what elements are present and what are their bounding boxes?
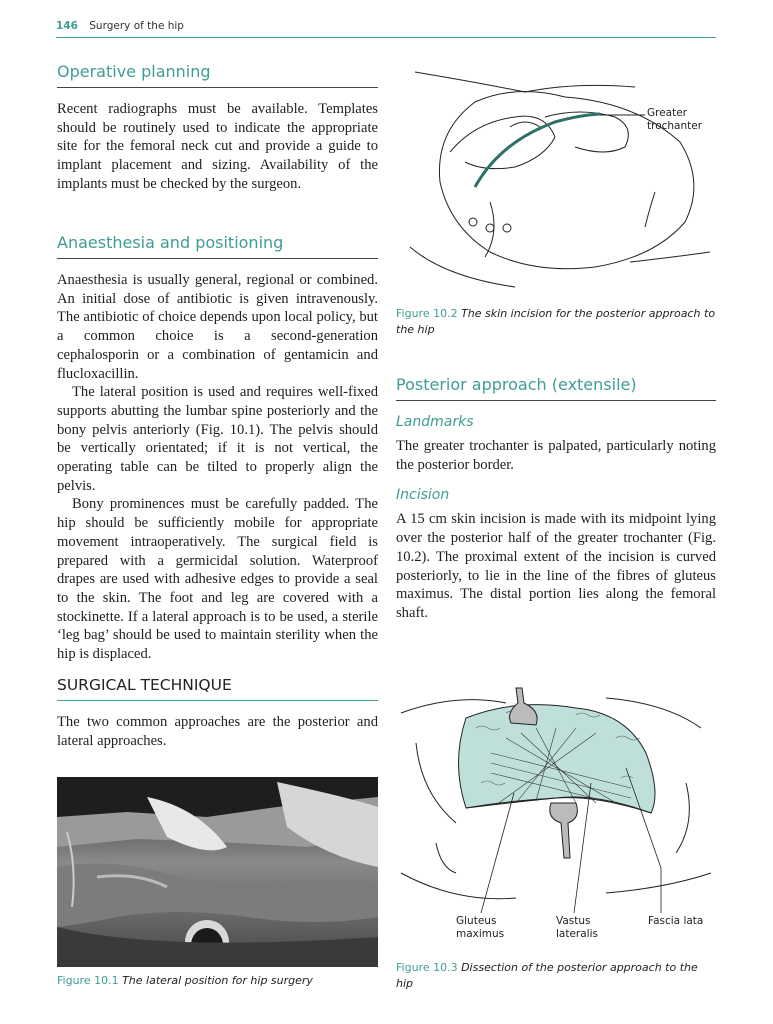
skin-incision-diagram [405,62,720,297]
heading-anaesthesia: Anaesthesia and positioning [57,233,378,259]
heading-posterior-approach: Posterior approach (extensile) [396,375,716,401]
posterior-dissection-diagram [396,683,720,948]
label-vastus-lateralis: Vastus lateralis [556,915,598,940]
section-surgical-technique [57,676,378,750]
chapter-title: Surgery of the hip [89,20,184,32]
incision-text: A 15 cm skin incision is made with its midpoint lying over the posterior half of the greater trochanter (Fig. 10.2). The proximal extent of the incision is curved posteriorly, to lie in the line of the fibres of gluteus maximus. The distal portion lies along the femoral shaft. [396,511,716,621]
figure-10-1-number: Figure 10.1 [57,974,119,987]
anaesthesia-para-1: Anaesthesia is usually general, regional or combined. An initial dose of antibiotic is given intravenously. The antibiotic of choice depends upon local policy, but a common choice is a second-generation cephalosporin or a combination of gentamicin and flucloxacillin. [57,272,378,382]
figure-10-2-drawing [405,62,720,297]
section-anaesthesia [57,233,378,664]
landmarks-text: The greater trochanter is palpated, particularly noting the posterior border. [396,438,716,473]
section-operative-planning [57,62,378,194]
lateral-position-photo-illustration [57,777,378,967]
running-head [56,20,716,38]
figure-10-3-text: Dissection of the posterior approach to the hip [396,961,698,990]
figure-10-3-caption [396,960,716,992]
label-fascia-lata: Fascia lata [648,915,704,927]
page-number: 146 [56,20,78,32]
figure-10-2-caption [396,306,716,338]
section-posterior-approach [396,375,716,623]
surgical-technique-text: The two common approaches are the posterior and lateral approaches. [57,714,378,749]
figure-10-2-text: The skin incision for the posterior approach to the hip [396,307,716,336]
figure-10-1-caption [57,973,378,989]
anaesthesia-para-2: The lateral position is used and requires well-fixed supports abutting the lumbar spine posteriorly and the bony pelvis anteriorly (Fig. 10.1). The pelvis should be vertically orientated; if it is not vertical, the operating table can be tilted to properly align the pelvis. [57,384,378,494]
heading-incision: Incision [396,487,450,504]
heading-operative-planning: Operative planning [57,62,378,88]
figure-10-1-photo [57,777,378,967]
anaesthesia-para-3: Bony prominences must be carefully padded. The hip should be sufficiently mobile for appropriate movement intraoperatively. The surgical field is prepared with a germicidal solution. Waterproof drapes are used with adhesive edges to provide a seal to the skin. The foot and leg are covered with a stockinette. If a lateral approach is to be used, a sterile ‘leg bag’ should be used to maintain sterility when the hip is displaced. [57,496,378,663]
figure-10-3-number: Figure 10.3 [396,961,458,974]
figure-10-1-text: The lateral position for hip surgery [122,974,313,987]
figure-10-3-drawing [396,683,720,948]
label-greater-trochanter: Greater trochanter [647,107,703,132]
operative-planning-text: Recent radiographs must be available. Templates should be routinely used to indicate the appropriate site for the femoral neck cut and provide a guide to implant placement and sizing. Availability of the implants must be checked by the surgeon. [57,101,378,192]
heading-surgical-technique: SURGICAL TECHNIQUE [57,676,378,701]
figure-10-2-number: Figure 10.2 [396,307,458,320]
label-gluteus-maximus: Gluteus maximus [456,915,505,940]
heading-landmarks: Landmarks [396,414,474,430]
